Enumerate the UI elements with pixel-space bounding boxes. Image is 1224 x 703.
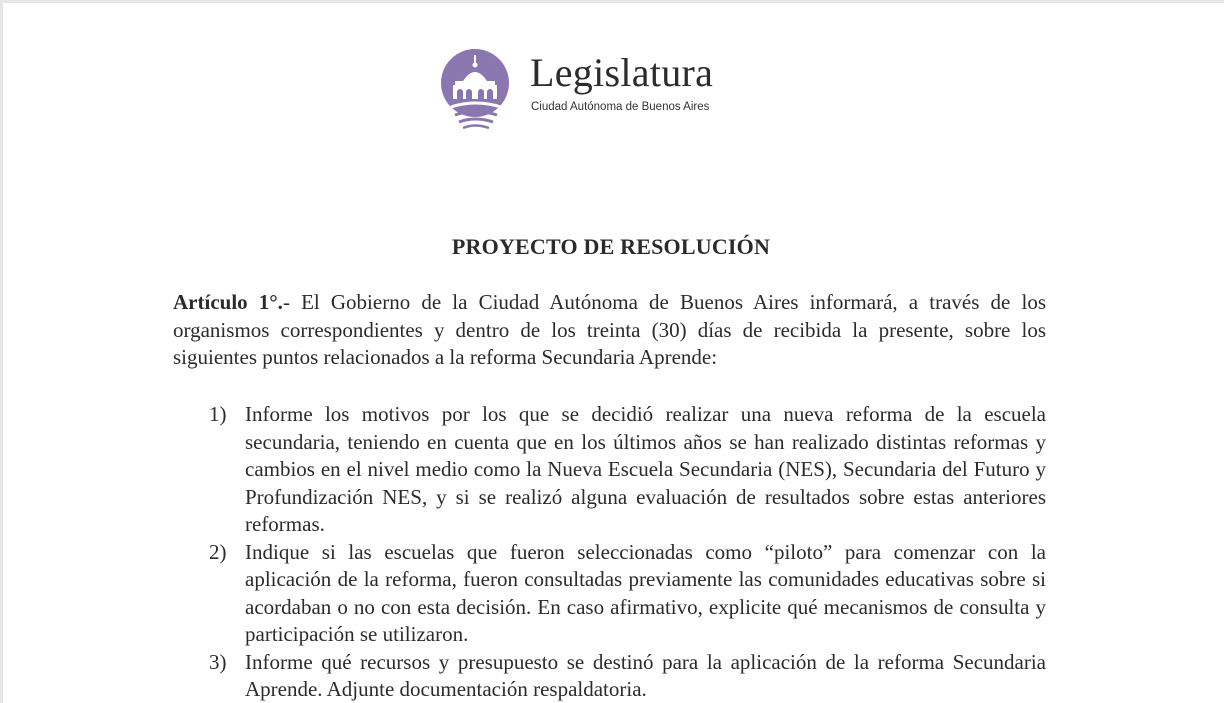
document-title: PROYECTO DE RESOLUCIÓN (451, 234, 771, 259)
article-text: - El Gobierno de la Ciudad Autónoma de Buenos Aires informará, a través de los organismos correspondientes y dentro de los treinta (30) días de recibida la presente, sobre los siguientes puntos relacionados a la reforma Secundaria Aprende: (173, 290, 1046, 369)
list-item-text: Indique si las escuelas que fueron seleccionadas como “piloto” para comenzar con la aplicación de la reforma, fueron consultadas previamente las comunidades educativas sobre si acordaban o no con esta decisión. En caso afirmativo, explicite qué mecanismos de consulta y participación se utilizaron. (245, 539, 1046, 646)
list-item-number: 2) (209, 539, 227, 564)
legislature-dome-icon (439, 45, 519, 129)
list-item-text: Informe qué recursos y presupuesto se destinó para la aplicación de la reforma Secundaria Aprende. Adjunte documentación respaldatoria. (245, 649, 1046, 701)
article-paragraph (173, 289, 1046, 372)
list-item-number: 3) (209, 649, 227, 674)
list-item-text: Informe los motivos por los que se decidió realizar una nueva reforma de la escuela secundaria, teniendo en cuenta que en los últimos años se han realizado distintas reformas y cambios en el nivel medio como la Nueva Escuela Secundaria (NES), Secundaria del Futuro y Profundización NES, y si se realizó alguna evaluación de resultados sobre estas anteriores reformas. (245, 402, 1046, 536)
document-page (3, 3, 1224, 703)
logo-subtitle: Ciudad Autónoma de Buenos Aires (531, 101, 710, 113)
list-item-number: 1) (209, 402, 227, 426)
logo-title: Legislatura (530, 50, 714, 95)
list-item (173, 401, 1046, 539)
legislatura-logo (439, 45, 739, 131)
list-item (173, 649, 1046, 703)
article-label: Artículo 1°. (173, 290, 283, 314)
article-points-list (173, 401, 1046, 703)
list-item (173, 539, 1046, 649)
